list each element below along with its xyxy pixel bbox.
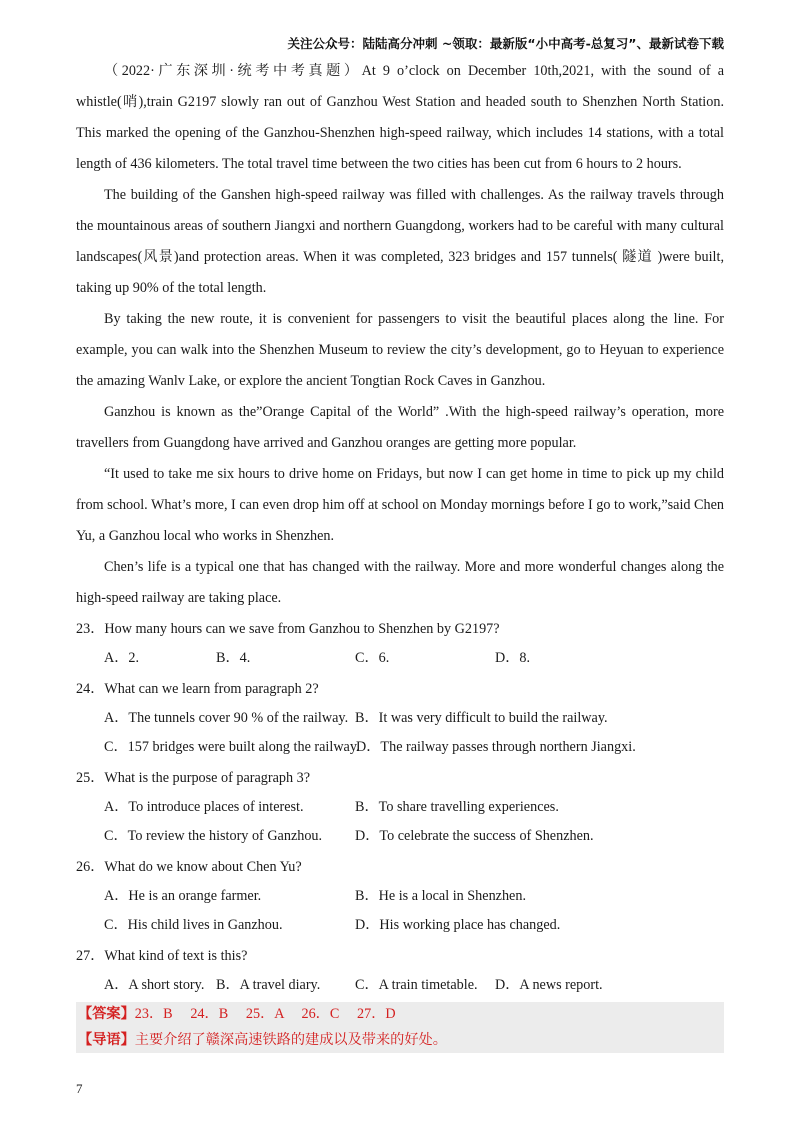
option-a: A．A short story. xyxy=(104,976,205,993)
question-stem: 26．What do we know about Chen Yu? xyxy=(76,858,302,875)
option-b: B．4. xyxy=(216,650,251,666)
question-stem: 24．What can we learn from paragraph 2? xyxy=(76,680,319,697)
page-header: 关注公众号：陆陆高分冲刺 ~领取：最新版“小中高考-总复习”、最新试卷下载 xyxy=(287,36,724,51)
option-d: D．8. xyxy=(495,650,531,666)
option-b: B．A travel diary. xyxy=(216,976,321,993)
answer-tag: 【答案】 xyxy=(78,1006,135,1022)
option-row xyxy=(76,882,724,912)
paragraph-5: “It used to take me six hours to drive home on Fridays, but now I can get home in time to pick up my child from school. What’s more, I can even drop him off at school on Monday mornings before I go to work,”said Chen Yu, a Ganzhou local who works in Shenzhen. xyxy=(76,466,724,544)
question-stem: 27．What kind of text is this? xyxy=(76,947,248,964)
question-26 xyxy=(76,852,724,941)
option-b: B．To share travelling experiences. xyxy=(355,798,559,815)
option-c: C．A train timetable. xyxy=(355,976,478,993)
option-row xyxy=(76,793,724,823)
page-number: 7 xyxy=(76,1081,83,1096)
answer-line xyxy=(76,1002,724,1028)
option-d: D．His working place has changed. xyxy=(355,917,561,933)
document-body xyxy=(76,56,724,1053)
option-row xyxy=(76,704,724,734)
option-d: D．A news report. xyxy=(495,976,603,993)
answer-text: 23．B 24．B 25．A 26．C 27．D xyxy=(134,1006,396,1022)
option-d: D．To celebrate the success of Shenzhen. xyxy=(355,828,594,844)
option-c: C．To review the history of Ganzhou. xyxy=(104,828,323,844)
option-c: C．His child lives in Ganzhou. xyxy=(104,917,283,933)
option-c: C．6. xyxy=(355,650,390,666)
question-25 xyxy=(76,763,724,852)
option-d: D．The railway passes through northern Jiangxi. xyxy=(356,739,636,755)
guide-text: 主要介绍了赣深高速铁路的建成以及带来的好处。 xyxy=(134,1031,447,1048)
question-23 xyxy=(76,614,724,674)
question-24 xyxy=(76,674,724,763)
option-row xyxy=(76,822,724,852)
paragraph-3: By taking the new route, it is convenient for passengers to visit the beautiful places along the line. For example, you can walk into the Shenzhen Museum to review the city’s development, go to Heyuan to experience the amazing Wanlv Lake, or explore the ancient Tongtian Rock Caves in Ganzhou. xyxy=(76,311,724,389)
answer-box xyxy=(76,1002,724,1053)
option-a: A．The tunnels cover 90 % of the railway. xyxy=(104,709,349,726)
option-a: A．To introduce places of interest. xyxy=(104,798,304,815)
guide-line xyxy=(76,1028,724,1054)
paragraph-4: Ganzhou is known as the”Orange Capital of the World” .With the high-speed railway’s operation, more travellers from Guangdong have arrived and Ganzhou oranges are getting more popular. xyxy=(76,404,724,451)
paragraph-2: The building of the Ganshen high-speed railway was filled with challenges. As the railway travels through the mountainous areas of southern Jiangxi and northern Guangdong, workers had to be careful with many cultural landscapes(风景)and protection areas. When it was completed, 323 bridges and 157 tunnels( 隧道 )were built, taking up 90% of the total length. xyxy=(76,187,724,296)
option-row xyxy=(76,644,724,674)
option-b: B．He is a local in Shenzhen. xyxy=(355,887,526,904)
question-27 xyxy=(76,941,724,1001)
option-row xyxy=(76,911,724,941)
option-b: B．It was very difficult to build the railway. xyxy=(355,709,608,726)
question-stem: 25．What is the purpose of paragraph 3? xyxy=(76,769,311,786)
option-c: C．157 bridges were built along the railway. xyxy=(104,739,360,755)
option-row xyxy=(76,733,724,763)
option-a: A．2. xyxy=(104,650,140,666)
paragraph-6: Chen’s life is a typical one that has changed with the railway. More and more wonderful changes along the high-speed railway are taking place. xyxy=(76,559,724,606)
guide-tag: 【导语】 xyxy=(78,1031,135,1048)
option-row xyxy=(76,971,724,1001)
option-a: A．He is an orange farmer. xyxy=(104,887,262,904)
question-stem: 23．How many hours can we save from Ganzhou to Shenzhen by G2197? xyxy=(76,621,500,637)
paragraph-1: （2022·广东深圳·统考中考真题）At 9 o’clock on December 10th,2021, with the sound of a whistle(哨),train G2197 slowly ran out of Ganzhou West Station and headed south to Shenzhen North Station. This marked the opening of the Ganzhou-Shenzhen high-speed railway, which includes 14 stations, with a total length of 436 kilometers. The total travel time between the two cities has been cut from 6 hours to 2 hours. xyxy=(76,63,724,172)
